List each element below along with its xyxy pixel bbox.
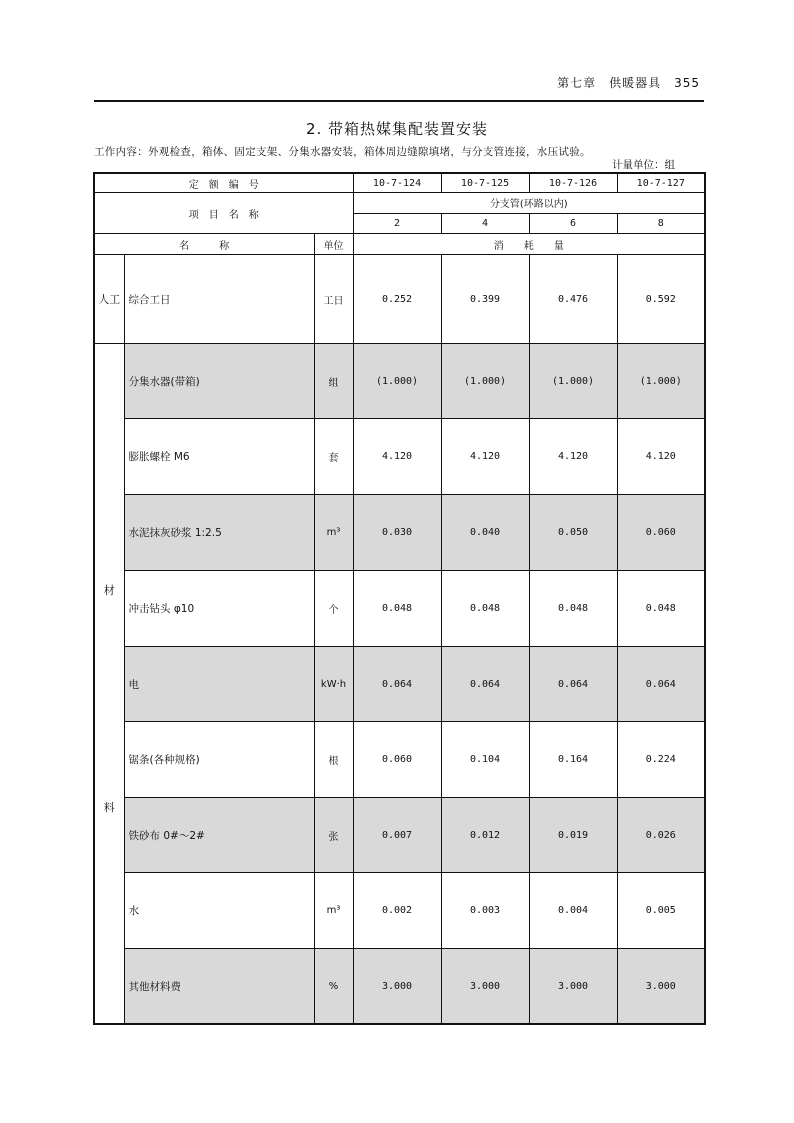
chapter-header: 第七章 供暖器具 355: [557, 76, 700, 90]
labor-value: 0.476: [529, 255, 617, 344]
material-value: 0.050: [529, 495, 617, 571]
unit-column-header: 单位: [314, 234, 353, 255]
material-value: 0.060: [353, 722, 441, 798]
material-unit: m³: [314, 873, 353, 949]
material-value: 3.000: [529, 949, 617, 1025]
quota-code: 10-7-126: [529, 173, 617, 193]
material-unit: 根: [314, 722, 353, 798]
material-name: 冲击钻头 φ10: [124, 571, 314, 647]
material-category-top: 材: [103, 583, 115, 597]
material-row: [94, 344, 705, 419]
labor-unit: 工日: [314, 255, 353, 344]
material-unit: 张: [314, 798, 353, 873]
material-value: 0.064: [441, 647, 529, 722]
material-value: 0.019: [529, 798, 617, 873]
material-value: 0.064: [617, 647, 705, 722]
material-value: 4.120: [617, 419, 705, 495]
material-value: (1.000): [441, 344, 529, 419]
page-header: [94, 74, 704, 100]
material-row: [94, 419, 705, 495]
material-unit: m³: [314, 495, 353, 571]
material-unit: 套: [314, 419, 353, 495]
quota-code-label: 定 额 编 号: [94, 173, 353, 193]
labor-value: 0.592: [617, 255, 705, 344]
material-row: [94, 722, 705, 798]
material-value: 0.030: [353, 495, 441, 571]
consumption-column-header: 消 耗 量: [353, 234, 705, 255]
material-name: 水: [124, 873, 314, 949]
material-value: 0.005: [617, 873, 705, 949]
name-column-header: 名 称: [94, 234, 314, 255]
material-value: 3.000: [617, 949, 705, 1025]
quota-code-row: [94, 173, 705, 193]
param-value: 2: [353, 213, 441, 234]
material-row: [94, 873, 705, 949]
material-value: 0.007: [353, 798, 441, 873]
material-value: 0.048: [529, 571, 617, 647]
labor-value: 0.399: [441, 255, 529, 344]
material-value: 0.026: [617, 798, 705, 873]
labor-category: 人工: [94, 255, 124, 344]
material-name: 分集水器(带箱): [124, 344, 314, 419]
item-row: [94, 193, 705, 214]
material-name: 电: [124, 647, 314, 722]
material-value: 0.012: [441, 798, 529, 873]
material-value: 0.060: [617, 495, 705, 571]
material-value: (1.000): [617, 344, 705, 419]
material-row: [94, 949, 705, 1025]
material-name: 锯条(各种规格): [124, 722, 314, 798]
material-value: 4.120: [441, 419, 529, 495]
material-name: 水泥抹灰砂浆 1:2.5: [124, 495, 314, 571]
material-row: [94, 647, 705, 722]
material-name: 膨胀螺栓 M6: [124, 419, 314, 495]
quota-table: [93, 172, 706, 1025]
branch-group-label: 分支管(环路以内): [353, 193, 705, 214]
header-rule: [94, 100, 704, 102]
material-value: 0.048: [617, 571, 705, 647]
param-value: 8: [617, 213, 705, 234]
material-unit: 组: [314, 344, 353, 419]
material-value: 0.002: [353, 873, 441, 949]
labor-row: [94, 255, 705, 344]
material-value: 0.224: [617, 722, 705, 798]
material-category: [94, 344, 124, 1025]
material-unit: kW·h: [314, 647, 353, 722]
work-content: 工作内容：外观检查，箱体、固定支架、分集水器安装，箱体周边缝隙填堵，与分支管连接，水压试验。: [94, 146, 591, 158]
material-value: 0.064: [529, 647, 617, 722]
material-value: 0.048: [353, 571, 441, 647]
column-header-row: [94, 234, 705, 255]
material-category-bottom: 料: [103, 800, 115, 814]
quota-code: 10-7-124: [353, 173, 441, 193]
material-name: 铁砂布 0#～2#: [124, 798, 314, 873]
material-value: (1.000): [353, 344, 441, 419]
labor-value: 0.252: [353, 255, 441, 344]
material-unit: %: [314, 949, 353, 1025]
material-row: [94, 495, 705, 571]
material-row: [94, 798, 705, 873]
material-value: 4.120: [353, 419, 441, 495]
quota-code: 10-7-125: [441, 173, 529, 193]
material-unit: 个: [314, 571, 353, 647]
material-value: 0.064: [353, 647, 441, 722]
material-value: 4.120: [529, 419, 617, 495]
material-row: [94, 571, 705, 647]
material-value: 3.000: [353, 949, 441, 1025]
param-value: 6: [529, 213, 617, 234]
material-name: 其他材料费: [124, 949, 314, 1025]
section-title: 2. 带箱热媒集配装置安装: [305, 120, 489, 138]
labor-name: 综合工日: [124, 255, 314, 344]
material-value: 0.003: [441, 873, 529, 949]
material-value: 0.040: [441, 495, 529, 571]
material-value: 0.104: [441, 722, 529, 798]
measurement-unit: 计量单位：组: [612, 159, 675, 171]
param-value: 4: [441, 213, 529, 234]
item-name-label: 项 目 名 称: [94, 193, 353, 234]
quota-code: 10-7-127: [617, 173, 705, 193]
material-value: (1.000): [529, 344, 617, 419]
material-value: 0.164: [529, 722, 617, 798]
material-value: 0.048: [441, 571, 529, 647]
material-value: 3.000: [441, 949, 529, 1025]
material-value: 0.004: [529, 873, 617, 949]
